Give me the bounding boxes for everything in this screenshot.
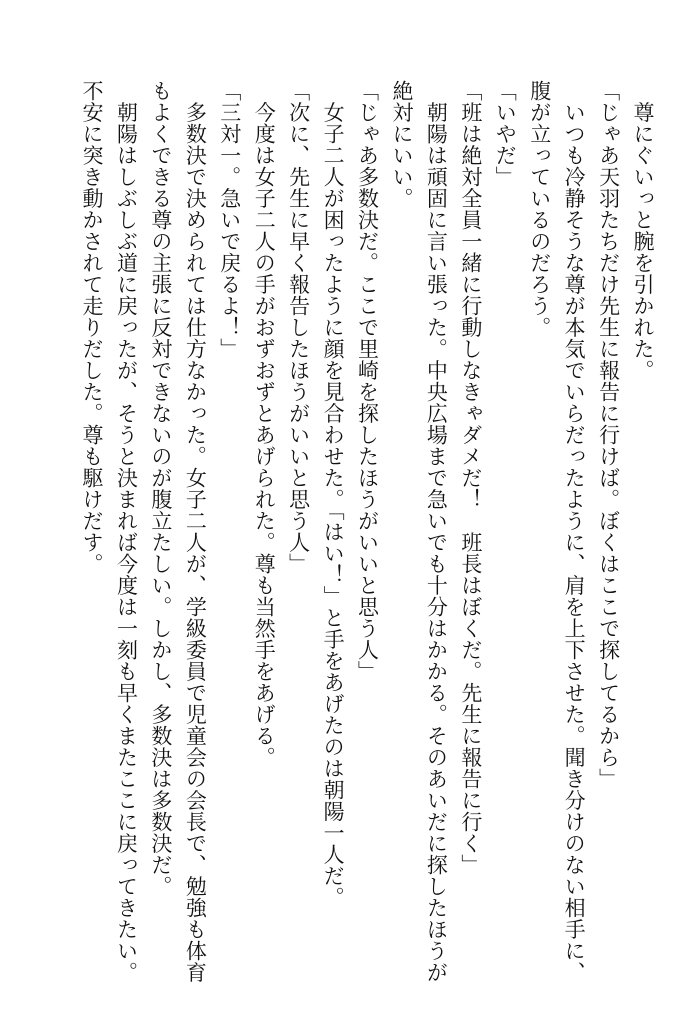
text-line: 女子二人が困ったように顔を見合わせた。「はい！」と手をあげたのは朝陽一人だ。: [321, 80, 346, 908]
text-line: 朝陽はしぶしぶ道に戻ったが、そうと決まれば今度は一刻も早くまたここに戻ってきたい。: [114, 80, 139, 983]
text-line: 「班は絶対全員一緒に行動しなきゃダメだ！ 班長はぼくだ。先生に報告に行く」: [458, 80, 483, 876]
text-line: 今度は女子二人の手がおずおずとあげられた。尊も当然手をあげる。: [252, 80, 277, 768]
vertical-text-block: [75, 80, 660, 983]
text-line: 腹が立っているのだろう。: [527, 80, 552, 338]
text-line: もよくできる尊の主張に反対できないのが腹立たしい。しかし、多数決は多数決だ。: [148, 80, 173, 897]
text-line: 「じゃあ多数決だ。ここで里崎を探したほうがいいと思う人」: [355, 80, 380, 682]
text-line: 絶対にいい。: [389, 80, 414, 209]
text-line: 「いやだ」: [493, 80, 518, 188]
text-line: 「次に、先生に早く報告したほうがいいと思う人」: [286, 80, 311, 575]
text-line: 「じゃあ天羽たちだけ先生に報告に行けば。ぼくはここで探してるから」: [596, 80, 621, 790]
text-line: 不安に突き動かされて走りだした。尊も駆けだす。: [80, 80, 104, 575]
text-line: 尊にぐいっと腕を引かれた。: [631, 80, 655, 381]
text-line: いつも冷静そうな尊が本気でいらだったように、肩を上下させた。聞き分けのない相手に、: [562, 80, 587, 983]
text-line: 「三対一。急いで戻るよ！」: [217, 80, 242, 360]
text-line: 多数決で決められては仕方なかった。女子二人が、学級委員で児童会の会長で、勉強も体育: [183, 80, 208, 983]
text-line: 朝陽は頑固に言い張った。中央広場まで急いでも十分はかかる。そのあいだに探したほうが: [424, 80, 449, 983]
